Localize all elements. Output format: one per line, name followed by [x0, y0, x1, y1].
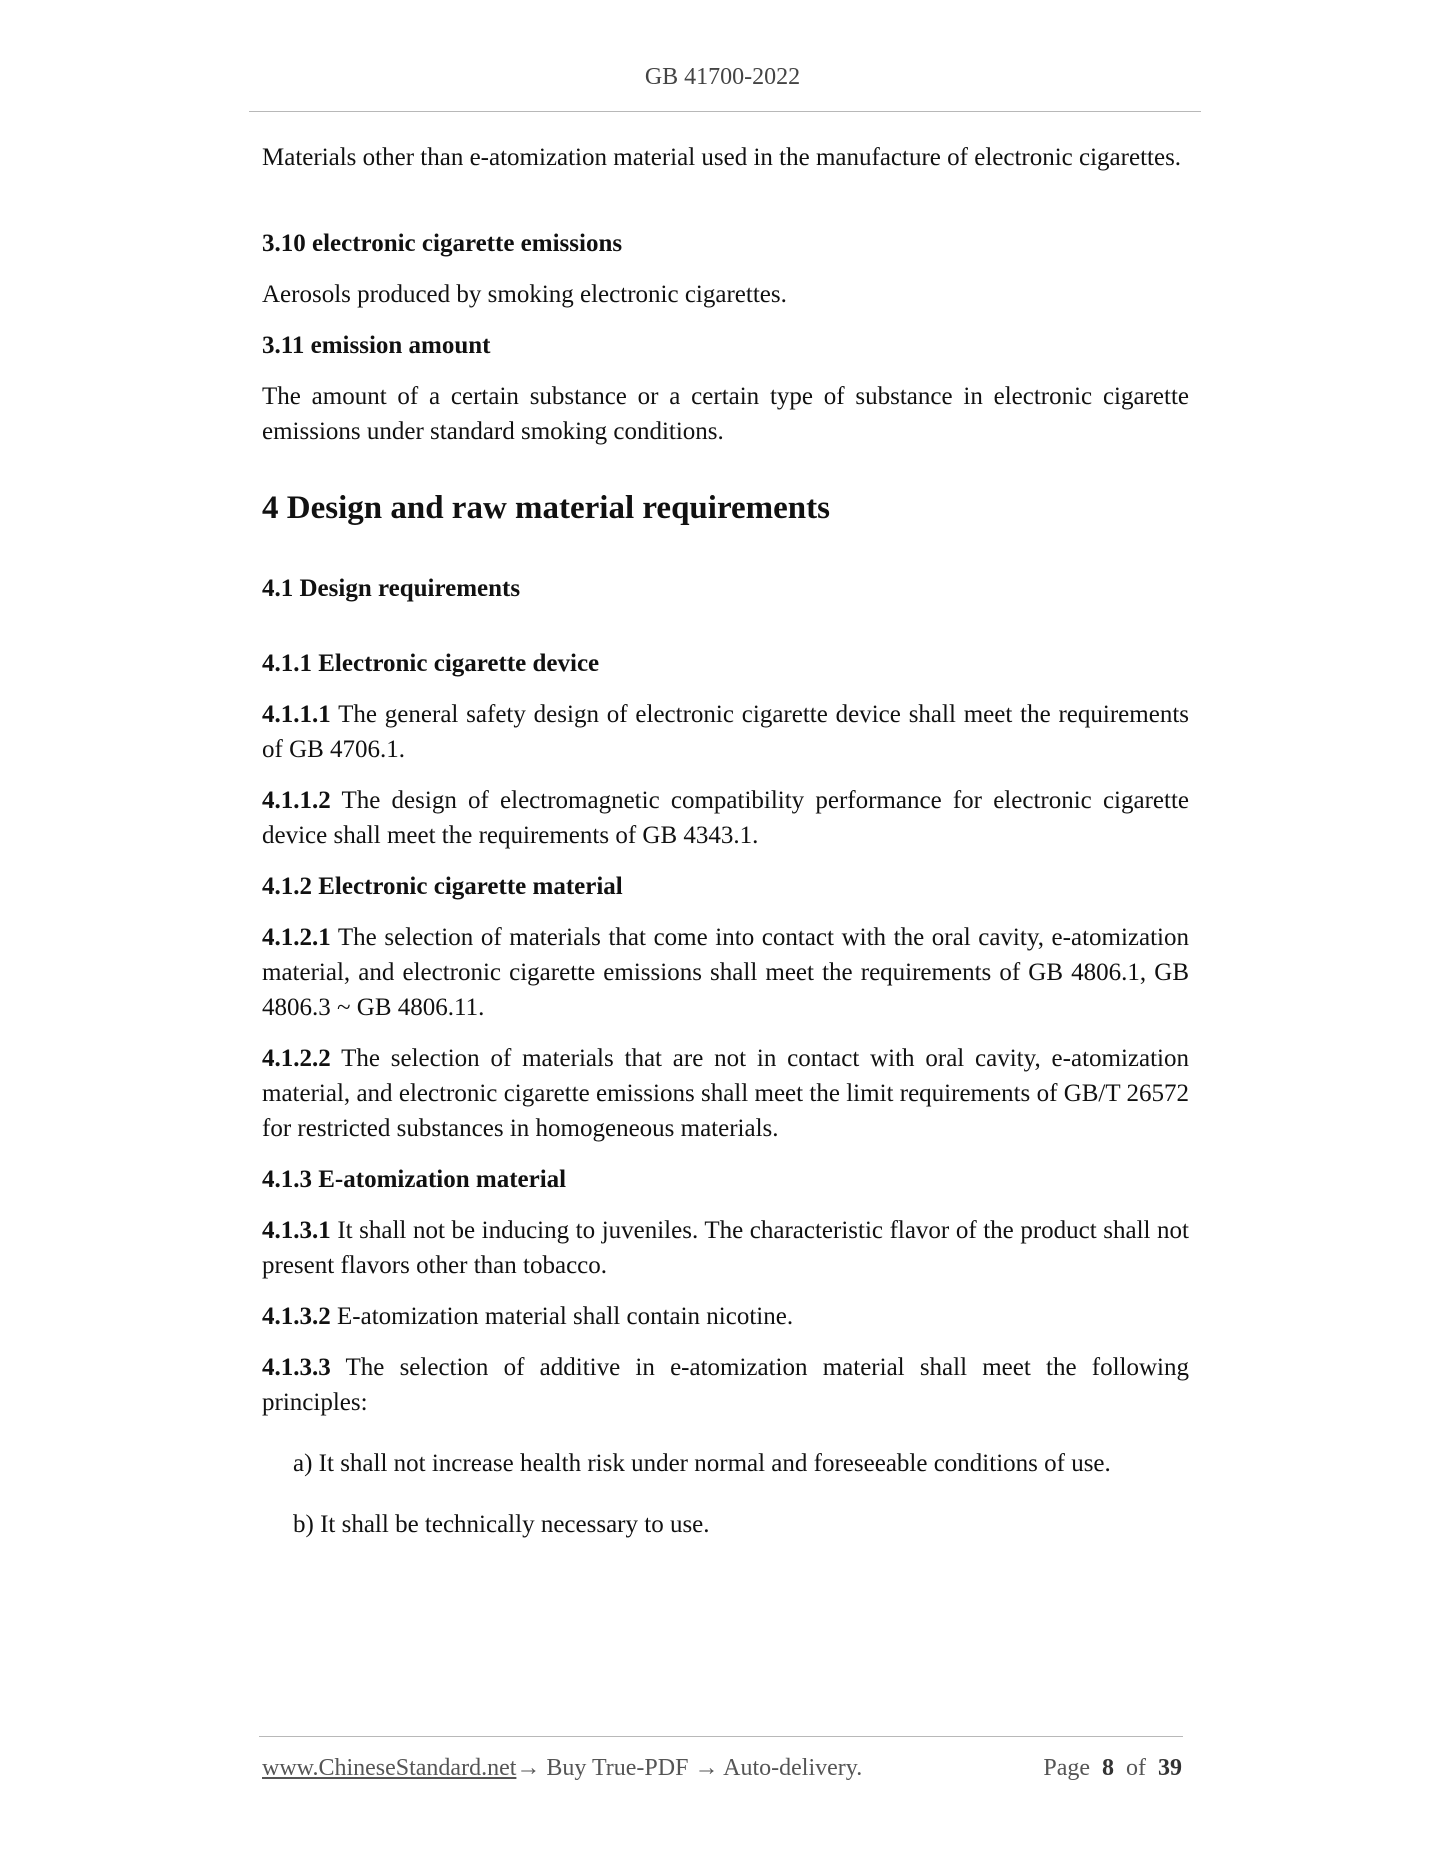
footer-promo [262, 1755, 862, 1782]
clause-number: 4.1.1.2 [262, 787, 331, 814]
clause-number: 4.1.2.2 [262, 1045, 331, 1072]
clause-number: 4.1.1.1 [262, 701, 331, 728]
clause-number: 4.1.3.3 [262, 1354, 331, 1381]
auto-delivery-text: Auto-delivery. [718, 1755, 863, 1781]
clause-text: It shall not be inducing to juveniles. The characteristic flavor of the product shall not present flavors other than tobacco. [262, 1217, 1189, 1279]
buy-pdf-text: Buy True-PDF [540, 1755, 695, 1781]
footer-divider [259, 1736, 1183, 1737]
page-footer [262, 1755, 1182, 1785]
heading-4-1-3: 4.1.3 E-atomization material [262, 1166, 567, 1193]
definition-text-3-10: Aerosols produced by smoking electronic cigarettes. [262, 281, 787, 308]
clause-4-1-2-1 [262, 920, 1189, 1025]
clause-number: 4.1.2.1 [262, 924, 331, 951]
clause-4-1-1-1 [262, 697, 1189, 767]
clause-text: The selection of materials that are not in contact with oral cavity, e-atomization material, and electronic cigarette emissions shall meet the limit requirements of GB/T 26572 for restricted substances in homogeneous materials. [262, 1045, 1189, 1142]
clause-4-1-3-1 [262, 1213, 1189, 1283]
list-item-a: a) It shall not increase health risk under normal and foreseeable conditions of use. [293, 1450, 1111, 1477]
section-heading-4: 4 Design and raw material requirements [262, 490, 830, 526]
heading-4-1: 4.1 Design requirements [262, 575, 521, 602]
page-number [1043, 1755, 1182, 1782]
document-code-header: GB 41700-2022 [644, 64, 801, 90]
current-page: 8 [1102, 1755, 1114, 1781]
clause-text: The design of electromagnetic compatibility performance for electronic cigarette device shall meet the requirements of GB 4343.1. [262, 787, 1189, 849]
heading-4-1-1: 4.1.1 Electronic cigarette device [262, 650, 600, 677]
list-item-b: b) It shall be technically necessary to use. [293, 1511, 710, 1538]
clause-text: The selection of materials that come into contact with the oral cavity, e-atomization material, and electronic cigarette emissions shall meet the requirements of GB 4806.1, GB 4806.3 ~ GB 4806.11. [262, 924, 1189, 1021]
page-label: Page [1043, 1755, 1090, 1781]
heading-3-11: 3.11 emission amount [262, 332, 491, 359]
definition-text-3-11: The amount of a certain substance or a certain type of substance in electronic cigarette emissions under standard smoking conditions. [262, 383, 1189, 445]
heading-4-1-2: 4.1.2 Electronic cigarette material [262, 873, 623, 900]
clause-text: The selection of additive in e-atomization material shall meet the following principles: [262, 1354, 1189, 1416]
clause-4-1-3-3 [262, 1350, 1189, 1420]
heading-3-10: 3.10 electronic cigarette emissions [262, 230, 623, 257]
of-label: of [1126, 1755, 1146, 1781]
definition-text-3-9: Materials other than e-atomization material used in the manufacture of electronic cigarettes. [262, 144, 1182, 171]
arrow-icon: → [516, 1755, 541, 1781]
total-pages: 39 [1158, 1755, 1182, 1781]
website-link[interactable]: www.ChineseStandard.net [262, 1755, 517, 1781]
arrow-icon: → [694, 1755, 719, 1781]
clause-number: 4.1.3.2 [262, 1303, 331, 1330]
clause-4-1-1-2 [262, 783, 1189, 853]
header-divider [249, 111, 1201, 112]
clause-4-1-2-2 [262, 1041, 1189, 1146]
clause-4-1-3-2 [262, 1299, 1189, 1334]
page-body [262, 140, 1189, 1542]
clause-number: 4.1.3.1 [262, 1217, 331, 1244]
clause-text: The general safety design of electronic cigarette device shall meet the requirements of GB 4706.1. [262, 701, 1189, 763]
clause-text: E-atomization material shall contain nicotine. [330, 1303, 794, 1330]
